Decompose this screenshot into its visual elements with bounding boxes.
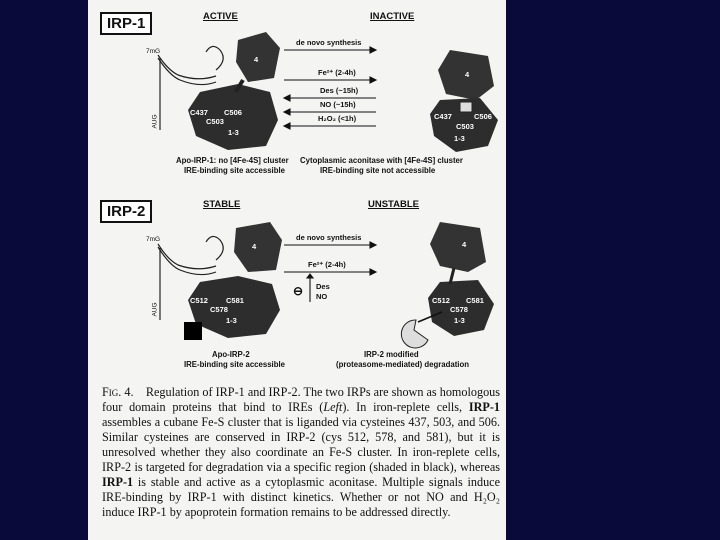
diagram-svg <box>88 0 506 380</box>
irp2-rna-cap: 7mG <box>146 236 161 243</box>
irp2-arrow-label-1: de novo synthesis <box>296 233 362 242</box>
irp1-left-caption-1: Apo-IRP-1: no [4Fe-4S] cluster <box>176 156 289 165</box>
irp2-left-cys-1: C512 <box>190 296 208 305</box>
irp2-title: IRP-2 <box>100 200 152 223</box>
irp1-arrow-label-3: Des (~15h) <box>320 86 359 95</box>
irp2-right-domain13: 1-3 <box>454 316 465 325</box>
irp2-left-caption-1: Apo-IRP-2 <box>212 350 250 359</box>
irp2-right-caption-1: IRP-2 modified <box>364 350 419 359</box>
irp1-left-cys-3: C503 <box>206 117 224 126</box>
irp1-right-domain13: 1-3 <box>454 134 465 143</box>
caption-left-word: Left <box>323 400 343 414</box>
irp1-left-cys-2: C506 <box>224 108 242 117</box>
caption-body-1: The two IRPs are shown as homologous four domain proteins that bind to IREs ( <box>102 385 501 414</box>
irp2-unstable-label: UNSTABLE <box>368 199 420 210</box>
irp2-right-domain4: 4 <box>462 240 467 249</box>
irp2-stable-domain4 <box>234 222 282 272</box>
irp2-rna-aug: AUG <box>151 302 159 317</box>
caption-body-2: ). In iron-replete cells, <box>342 400 469 414</box>
irp2-side-label-no: NO <box>316 292 328 301</box>
irp1-active-domain13 <box>188 84 278 150</box>
caption-body-3: assembles a cubane Fe-S cluster that is liganded via cysteines 437, 503, and 506. Similar cysteines are conserved in IRP-2 (cys 512, 578, and 581), but it is unresolved whether they also coordinate an Fe-S cluster. In iron-replete cells, IRP-2 is targeted for degradation via a specific region (shaded in black), whereas <box>102 415 500 474</box>
irp1-rna-cap: 7mG <box>146 48 161 55</box>
caption-irp1-a: IRP-1 <box>468 400 501 414</box>
irp1-right-cys-2: C506 <box>474 112 492 121</box>
irp1-left-domain13: 1-3 <box>228 128 239 137</box>
irp2-unstable-protein <box>401 222 494 348</box>
irp1-title: IRP-1 <box>100 12 152 35</box>
degradation-region <box>184 322 202 340</box>
irp1-arrow-label-4: NO (~15h) <box>320 100 356 109</box>
irp2-arrow-label-2: Fe²⁺ (2-4h) <box>308 260 346 269</box>
caption-fig-label: Fig. 4. <box>102 385 134 399</box>
irp1-right-cys-3: C503 <box>456 122 474 131</box>
irp1-left-caption-2: IRE-binding site accessible <box>184 166 285 175</box>
proteasome-pacman-icon <box>401 320 428 348</box>
irp1-inactive-label: INACTIVE <box>370 11 415 22</box>
irp2-unstable-domain4 <box>430 222 486 272</box>
figure-caption <box>102 385 500 520</box>
irp1-arrow-label-1: de novo synthesis <box>296 38 362 47</box>
inhibit-icon: ⊖ <box>293 284 304 298</box>
irp2-left-cys-3: C578 <box>210 305 228 314</box>
caption-title: Regulation of IRP-1 and IRP-2. <box>145 385 301 399</box>
irp1-right-cys-1: C437 <box>434 112 452 121</box>
irp2-stable-label: STABLE <box>203 199 241 210</box>
irp2-right-cys-1: C512 <box>432 296 450 305</box>
irp2-side-label-des: Des <box>316 282 330 291</box>
caption-irp1-b: IRP-1 <box>102 475 134 489</box>
irp1-left-cys-1: C437 <box>190 108 208 117</box>
irp1-right-domain4: 4 <box>465 70 470 79</box>
irp1-right-caption-1: Cytoplasmic aconitase with [4Fe-4S] cluster <box>300 156 463 165</box>
irp2-left-domain4: 4 <box>252 242 257 251</box>
fe-s-cluster-icon <box>460 102 472 112</box>
irp1-arrow-label-2: Fe²⁺ (2-4h) <box>318 68 356 77</box>
irp2-right-cys-2: C581 <box>466 296 484 305</box>
irp2-right-caption-2: (proteasome-mediated) degradation <box>336 360 470 369</box>
figure-page <box>88 0 506 540</box>
irp1-arrow-label-5: H₂O₂ (<1h) <box>318 114 357 123</box>
irp1-rna-aug: AUG <box>151 114 159 129</box>
irp1-right-caption-2: IRE-binding site not accessible <box>320 166 436 175</box>
irp1-left-domain4: 4 <box>254 55 259 64</box>
irp2-left-domain13: 1-3 <box>226 316 237 325</box>
irp1-active-label: ACTIVE <box>203 11 238 22</box>
caption-body-4: is stable and active as a cytoplasmic aconitase. Multiple signals induce IRE-binding by IRP-1 with distinct kinetics. Whether or not NO and H₂O₂ induce IRP-1 by apoprotein formation remains to be addressed directly. <box>102 475 500 519</box>
irp2-left-cys-2: C581 <box>226 296 244 305</box>
irp2-right-cys-3: C578 <box>450 305 468 314</box>
irp2-left-caption-2: IRE-binding site accessible <box>184 360 285 369</box>
